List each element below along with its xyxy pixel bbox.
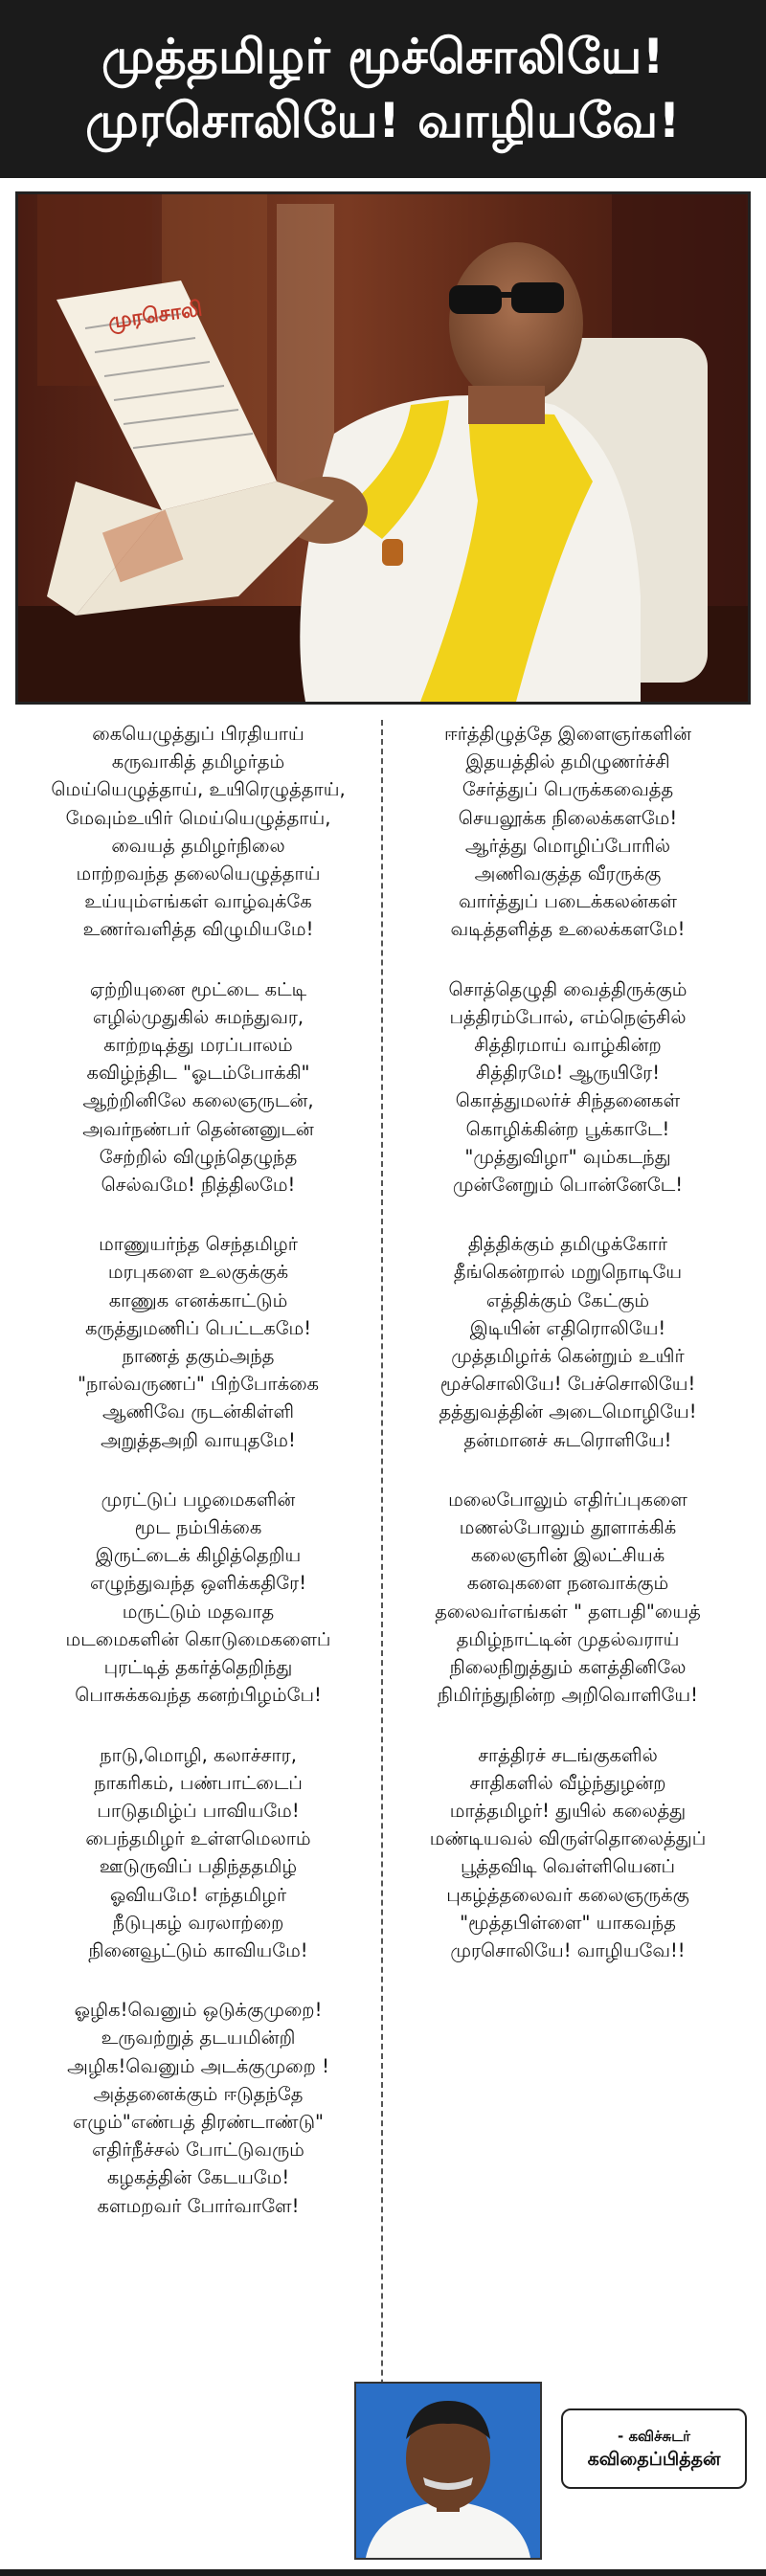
poem-line: மாற்றவந்த தலையெழுத்தாய்	[76, 862, 321, 885]
poem-line: நினைவூட்டும் காவியமே!	[88, 1938, 308, 1961]
poem-line: கலைஞரின் இலட்சியக்	[470, 1544, 665, 1567]
poem-line: மெய்யெழுத்தாய், உயிரெழுத்தாய்,	[51, 778, 346, 801]
poem-line: அழிக!வெனும் அடக்குமுறை !	[67, 2054, 329, 2077]
poem-line: நீடுபுகழ் வரலாற்றை	[112, 1911, 284, 1934]
poem-line: தமிழ்நாட்டின் முதல்வராய்	[456, 1627, 680, 1650]
poem-line: முரசொலியே! வாழியவே!!	[450, 1938, 686, 1961]
poem-line: செயலூக்க நிலைக்களமே!	[458, 806, 678, 829]
poem-line: "முத்துவிழா" வும்கடந்து	[464, 1145, 671, 1168]
poem-line: புகழ்த்தலைவர் கலைஞருக்கு	[446, 1883, 689, 1906]
poem-line: சாதிகளில் வீழ்ந்துழன்ற	[469, 1771, 666, 1794]
poem-line: கொத்துமலர்ச் சிந்தனைகள்	[455, 1089, 681, 1112]
poem-line: ஆற்றினிலே கலைஞருடன்,	[82, 1089, 314, 1112]
poem-stanza	[389, 975, 747, 1199]
poem-line: நிலைநிறுத்தும் களத்தினிலே	[449, 1656, 687, 1679]
poem-line: மூச்சொலியே! பேச்சொலியே!	[439, 1373, 696, 1396]
headline-line-1: முத்தமிழர் மூச்சொலியே!	[101, 28, 665, 84]
poem-stanza	[19, 720, 377, 944]
poem-line: கருத்துமணிப் பெட்டகமே!	[84, 1316, 312, 1339]
poem-line: தலைவர்எங்கள் " தளபதி"யைத்	[435, 1600, 701, 1623]
poem-line: "மூத்தபிள்ளை" யாகவந்த	[460, 1911, 676, 1934]
poem-line: இதயத்தில் தமிழுணர்ச்சி	[465, 750, 670, 773]
poem-line: முத்தமிழர்க் கென்றும் உயிர்	[451, 1345, 685, 1368]
poem-line: மேவும்உயிர் மெய்யெழுத்தாய்,	[65, 806, 331, 829]
poem-line: அணிவகுத்த வீரருக்கு	[474, 862, 662, 885]
poem-line: நாடு,மொழி, கலாச்சார,	[100, 1743, 297, 1766]
headline-line-2: முரசொலியே! வாழியவே!	[85, 93, 681, 148]
poem-stanza	[19, 975, 377, 1199]
photo-illustration	[18, 194, 748, 702]
poem-line: அத்தனைக்கும் ஈடுதந்தே	[93, 2082, 304, 2105]
poem-line: வார்த்துப் படைக்கலன்கள்	[459, 890, 677, 913]
newspaper-reading-photo	[15, 191, 751, 705]
poem-line: மண்டியவல் விருள்தொலைத்துப்	[429, 1827, 707, 1850]
poem-line: ஈர்த்திழுத்தே இளைஞர்களின்	[444, 723, 691, 745]
bottom-rule	[0, 2569, 766, 2576]
poem-line: சித்திரமாய் வாழ்கின்ற	[474, 1034, 662, 1057]
poem-line: ஆர்த்து மொழிப்போரில்	[464, 834, 671, 857]
poem-line: உணர்வளித்த விழுமியமே!	[82, 918, 314, 941]
poem-line: சாத்திரச் சடங்குகளில்	[478, 1743, 658, 1766]
poem-line: புரட்டித் தகர்த்தெறிந்து	[103, 1656, 293, 1679]
poet-title: - கவிச்சுடர்	[618, 2428, 690, 2445]
poem-line: சேர்த்துப் பெருக்கவைத்த	[462, 778, 674, 801]
poem-stanza	[389, 1230, 747, 1454]
poem-line: உருவற்றுத் தடயமின்றி	[101, 2027, 296, 2050]
poem-line: எழுந்துவந்த ஒளிக்கதிரே!	[89, 1572, 307, 1595]
poem-stanza	[389, 1486, 747, 1710]
poem-line: கவிழ்ந்திட "ஓடம்போக்கி"	[86, 1062, 310, 1085]
poem-line: முன்னேறும் பொன்னேடே!	[452, 1174, 684, 1197]
poem-line: அவர்நண்பர் தென்னனுடன்	[82, 1117, 314, 1140]
poem-line: சேற்றில் விழுந்தெழுந்த	[99, 1145, 298, 1168]
poem-line: எழும்"எண்பத் திரண்டாண்டு"	[73, 2110, 324, 2133]
poem-line: இருட்டைக் கிழித்தெறிய	[95, 1544, 302, 1567]
poem-line: மூட நம்பிக்கை	[134, 1516, 262, 1539]
poem-line: உய்யும்எங்கள் வாழ்வுக்கே	[84, 890, 312, 913]
poem-line: பாடுதமிழ்ப் பாவியமே!	[97, 1799, 300, 1822]
svg-text:முரசொலி: முரசொலி	[106, 296, 204, 333]
poem-stanza	[389, 1741, 747, 1965]
poem-line: ஊடுருவிப் பதிந்ததமிழ்	[99, 1855, 298, 1878]
poem-line: மாத்தமிழர்! துயில் கலைத்து	[449, 1799, 687, 1822]
poem-line: வையத் தமிழர்நிலை	[111, 834, 285, 857]
poem-line: நாகரிகம், பண்பாட்டைப்	[94, 1771, 303, 1794]
poem-line: பைந்தமிழர் உள்ளமெலாம்	[85, 1827, 311, 1850]
poem-line: மரபுகளை உலகுக்குக்	[107, 1261, 289, 1284]
poem-line: ஆணிவே ருடன்கிள்ளி	[102, 1400, 294, 1423]
poem-line: "நால்வருணப்" பிற்போக்கை	[77, 1373, 320, 1396]
poem-line: வடித்தளித்த உலைக்களமே!	[450, 918, 686, 941]
poem-line: ஏற்றியுனை மூட்டை கட்டி	[89, 977, 307, 1000]
poem-line: களமறவர் போர்வாளே!	[97, 2194, 300, 2217]
poem-line: மலைபோலும் எதிர்ப்புகளை	[448, 1488, 687, 1511]
poem-line: காணுக எனக்காட்டும்	[108, 1288, 288, 1311]
column-divider	[381, 720, 383, 2539]
poem-line: பூத்தவிடி வெள்ளியெனப்	[460, 1855, 676, 1878]
poem-line: இடியின் எதிரொலியே!	[469, 1316, 666, 1339]
poem-line: கொழிக்கின்ற பூக்காடே!	[465, 1117, 670, 1140]
poem-line: நாணத் தகும்அந்த	[122, 1345, 275, 1368]
poem-line: மருட்டும் மதவாத	[122, 1600, 275, 1623]
poem-stanza	[19, 1996, 377, 2220]
poet-portrait	[354, 2382, 542, 2560]
poem-line: கருவாகித் தமிழர்தம்	[111, 750, 285, 773]
poet-name: கவிதைப்பித்தன்	[587, 2449, 721, 2470]
poet-credit	[561, 2408, 747, 2489]
poem-line: சொத்தெழுதி வைத்திருக்கும்	[448, 977, 687, 1000]
poem-line: பத்திரம்போல், எம்நெஞ்சில்	[449, 1005, 687, 1028]
poem-stanza	[389, 720, 747, 944]
poem-line: செல்வமே! நித்திலமே!	[101, 1174, 296, 1197]
poem-line: எத்திக்கும் கேட்கும்	[485, 1288, 650, 1311]
poem-column-left	[19, 720, 377, 2251]
poem-line: காற்றடித்து மரப்பாலம்	[103, 1034, 293, 1057]
poem-line: பொசுக்கவந்த கனற்பிழம்பே!	[75, 1684, 322, 1707]
poem-stanza	[19, 1230, 377, 1454]
poem-line: தன்மானச் சுடரொளியே!	[463, 1428, 672, 1451]
poem-line: சித்திரமே! ஆருயிரே!	[475, 1062, 661, 1085]
poem-line: முரட்டுப் பழமைகளின்	[101, 1488, 296, 1511]
poem-line: தித்திக்கும் தமிழுக்கோர்	[467, 1233, 668, 1256]
poem-line: கனவுகளை நனவாக்கும்	[466, 1572, 669, 1595]
poem-line: தத்துவத்தின் அடைமொழியே!	[439, 1400, 697, 1423]
poem-line: நிமிர்ந்துநின்ற அறிவொளியே!	[438, 1684, 698, 1707]
poem-line: மணல்போலும் தூளாக்கிக்	[459, 1516, 677, 1539]
poem-line: எழில்முதுகில் சுமந்துவர,	[92, 1005, 304, 1028]
poet-portrait-photo-icon	[356, 2384, 540, 2558]
poem-line: கையெழுத்துப் பிரதியாய்	[92, 723, 304, 745]
poem-line: அறுத்தஅறி வாயுதமே!	[101, 1428, 296, 1451]
poem-line: தீங்கென்றால் மறுநொடியே	[453, 1261, 683, 1284]
poem-line: ஓழிக!வெனும் ஒடுக்குமுறை!	[74, 1999, 323, 2022]
poem-line: ஓவியமே! எந்தமிழர்	[109, 1883, 287, 1906]
poem-stanza	[19, 1486, 377, 1710]
poem-column-right	[389, 720, 747, 1996]
poem-stanza	[19, 1741, 377, 1965]
headline-banner	[0, 0, 766, 178]
poem-line: மாணுயர்ந்த செந்தமிழர்	[99, 1233, 298, 1256]
poem-line: மடமைகளின் கொடுமைகளைப்	[65, 1627, 331, 1650]
poem-line: கழகத்தின் கேடயமே!	[106, 2166, 290, 2189]
poem-line: எதிர்நீச்சல் போட்டுவரும்	[92, 2139, 304, 2162]
